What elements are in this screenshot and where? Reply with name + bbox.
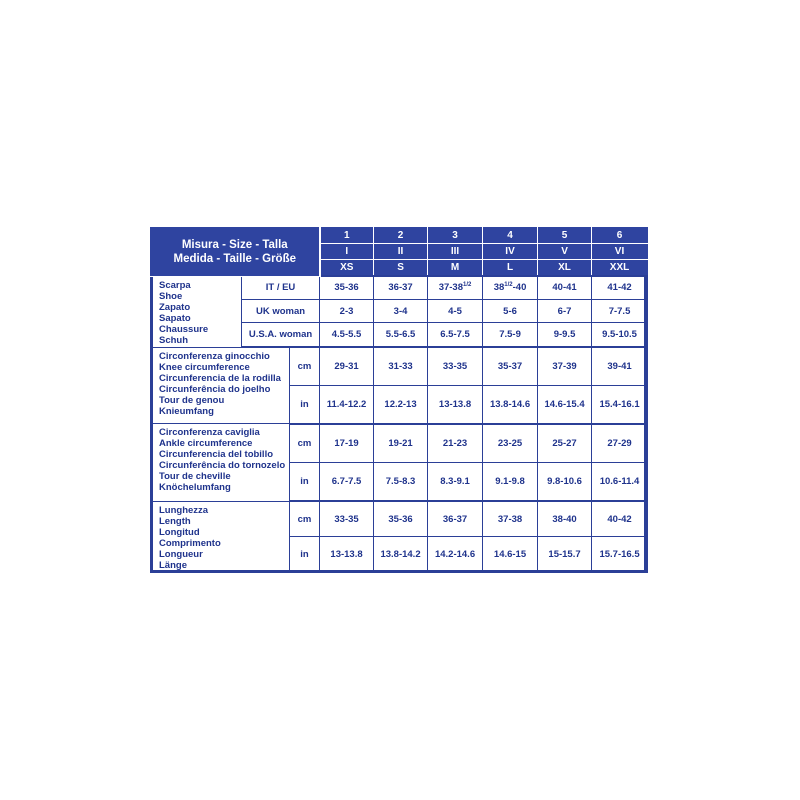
half-superscript: 1/2 [463, 282, 472, 289]
label-line: Lunghezza [159, 504, 209, 516]
table-cell: 35-37 [483, 347, 538, 385]
table-cell: 10.6-11.4 [592, 462, 648, 501]
shoe-section [151, 276, 648, 347]
size-letter: L [483, 260, 538, 277]
shoe-labels [151, 276, 242, 347]
table-cell: 38-40 [538, 501, 592, 537]
table-cell: 6.5-7.5 [428, 323, 483, 347]
label-line: Ankle circumference [159, 438, 253, 450]
label-line: Tour de cheville [159, 471, 231, 483]
table-cell: 7.5-9 [483, 323, 538, 347]
size-letter: XS [320, 260, 374, 277]
label-line: Circunferencia del tobillo [159, 449, 274, 461]
table-cell: 41-42 [592, 276, 648, 299]
table-cell: 29-31 [320, 347, 374, 385]
label-line: Sapato [159, 312, 191, 324]
size-letter: M [428, 260, 483, 277]
table-cell: 15-15.7 [538, 537, 592, 573]
label-line: Circunferência do joelho [159, 384, 271, 396]
table-cell: 13.8-14.6 [483, 385, 538, 424]
label-line: Chaussure [159, 323, 209, 335]
size-number: 2 [374, 228, 428, 244]
table-cell: 36-37 [428, 501, 483, 537]
table-cell: 40-41 [538, 276, 592, 299]
table-cell: 5-6 [483, 299, 538, 322]
size-roman: VI [592, 244, 648, 260]
table-cell: 2-3 [320, 299, 374, 322]
table-cell: 9.1-9.8 [483, 462, 538, 501]
table-cell: 37-39 [538, 347, 592, 385]
ankle-section [151, 424, 648, 501]
table-cell: 36-37 [374, 276, 428, 299]
unit-cm: cm [290, 347, 320, 385]
shoe-scale-uk: UK woman [242, 299, 320, 322]
size-number: 4 [483, 228, 538, 244]
label-line: Longitud [159, 526, 200, 538]
table-cell: 35-36 [374, 501, 428, 537]
table-cell: 23-25 [483, 424, 538, 463]
cell-value: 38 [493, 282, 505, 294]
size-header-title [151, 228, 320, 277]
table-cell: 5.5-6.5 [374, 323, 428, 347]
title-line-1: Misura - Size - Talla [181, 238, 288, 251]
unit-in: in [290, 385, 320, 424]
label-line: Schuh [159, 334, 189, 346]
table-cell: 11.4-12.2 [320, 385, 374, 424]
table-cell: 13.8-14.2 [374, 537, 428, 573]
table-cell: 25-27 [538, 424, 592, 463]
table-cell: 8.3-9.1 [428, 462, 483, 501]
unit-in: in [290, 462, 320, 501]
label-line: Tour de genou [159, 395, 225, 407]
label-line: Knöchelumfang [159, 482, 231, 494]
size-roman: I [320, 244, 374, 260]
size-number: 5 [538, 228, 592, 244]
length-section [151, 501, 648, 572]
table-cell: 4.5-5.5 [320, 323, 374, 347]
table-cell: 15.7-16.5 [592, 537, 648, 573]
label-line: Comprimento [159, 537, 221, 549]
title-line-2: Medida - Taille - Größe [173, 252, 296, 265]
size-roman: III [428, 244, 483, 260]
table-cell: 15.4-16.1 [592, 385, 648, 424]
table-cell: 3-4 [374, 299, 428, 322]
table-cell: 13-13.8 [428, 385, 483, 424]
table-cell [483, 276, 538, 299]
half-superscript: 1/2 [504, 282, 513, 289]
table-cell: 33-35 [428, 347, 483, 385]
unit-cm: cm [290, 424, 320, 463]
table-cell: 40-42 [592, 501, 648, 537]
shoe-scale-usa: U.S.A. woman [242, 323, 320, 347]
label-line: Knieumfang [159, 406, 214, 418]
ankle-labels [151, 424, 290, 501]
label-line: Longueur [159, 548, 203, 560]
cell-value: 37-38 [438, 282, 464, 294]
label-line: Knee circumference [159, 362, 250, 374]
knee-section [151, 347, 648, 423]
table-cell: 7.5-8.3 [374, 462, 428, 501]
table-cell: 9.8-10.6 [538, 462, 592, 501]
table-cell: 9.5-10.5 [592, 323, 648, 347]
table-cell: 19-21 [374, 424, 428, 463]
length-labels [151, 501, 290, 572]
table-cell: 31-33 [374, 347, 428, 385]
label-line: Scarpa [159, 279, 191, 291]
knee-labels [151, 347, 290, 423]
size-header [151, 228, 648, 277]
table-cell: 35-36 [320, 276, 374, 299]
table-cell: 27-29 [592, 424, 648, 463]
table-cell: 9-9.5 [538, 323, 592, 347]
size-number: 6 [592, 228, 648, 244]
size-chart-table [150, 227, 648, 573]
size-number: 1 [320, 228, 374, 244]
label-line: Shoe [159, 290, 183, 302]
table-cell: 37-38 [483, 501, 538, 537]
label-line: Circonferenza ginocchio [159, 351, 270, 363]
table-cell: 17-19 [320, 424, 374, 463]
table-cell: 14.2-14.6 [428, 537, 483, 573]
unit-in: in [290, 537, 320, 573]
size-roman: II [374, 244, 428, 260]
table-cell: 33-35 [320, 501, 374, 537]
label-line: Circunferencia de la rodilla [159, 373, 281, 385]
table-cell: 13-13.8 [320, 537, 374, 573]
unit-cm: cm [290, 501, 320, 537]
table-cell: 6-7 [538, 299, 592, 322]
label-line: Zapato [159, 301, 191, 313]
size-letter: XXL [592, 260, 648, 277]
label-line: Länge [159, 559, 187, 571]
table-cell [428, 276, 483, 299]
table-cell: 6.7-7.5 [320, 462, 374, 501]
table-cell: 4-5 [428, 299, 483, 322]
label-line: Circonferenza caviglia [159, 427, 260, 439]
table-cell: 21-23 [428, 424, 483, 463]
size-letter: S [374, 260, 428, 277]
size-number: 3 [428, 228, 483, 244]
label-line: Length [159, 515, 191, 527]
table-cell: 39-41 [592, 347, 648, 385]
table-cell: 12.2-13 [374, 385, 428, 424]
table-cell: 14.6-15 [483, 537, 538, 573]
table-cell: 14.6-15.4 [538, 385, 592, 424]
cell-value-tail: -40 [512, 282, 527, 294]
shoe-scale-it-eu: IT / EU [242, 276, 320, 299]
size-roman: V [538, 244, 592, 260]
size-roman: IV [483, 244, 538, 260]
size-letter: XL [538, 260, 592, 277]
table-cell: 7-7.5 [592, 299, 648, 322]
label-line: Circunferência do tornozelo [159, 460, 286, 472]
